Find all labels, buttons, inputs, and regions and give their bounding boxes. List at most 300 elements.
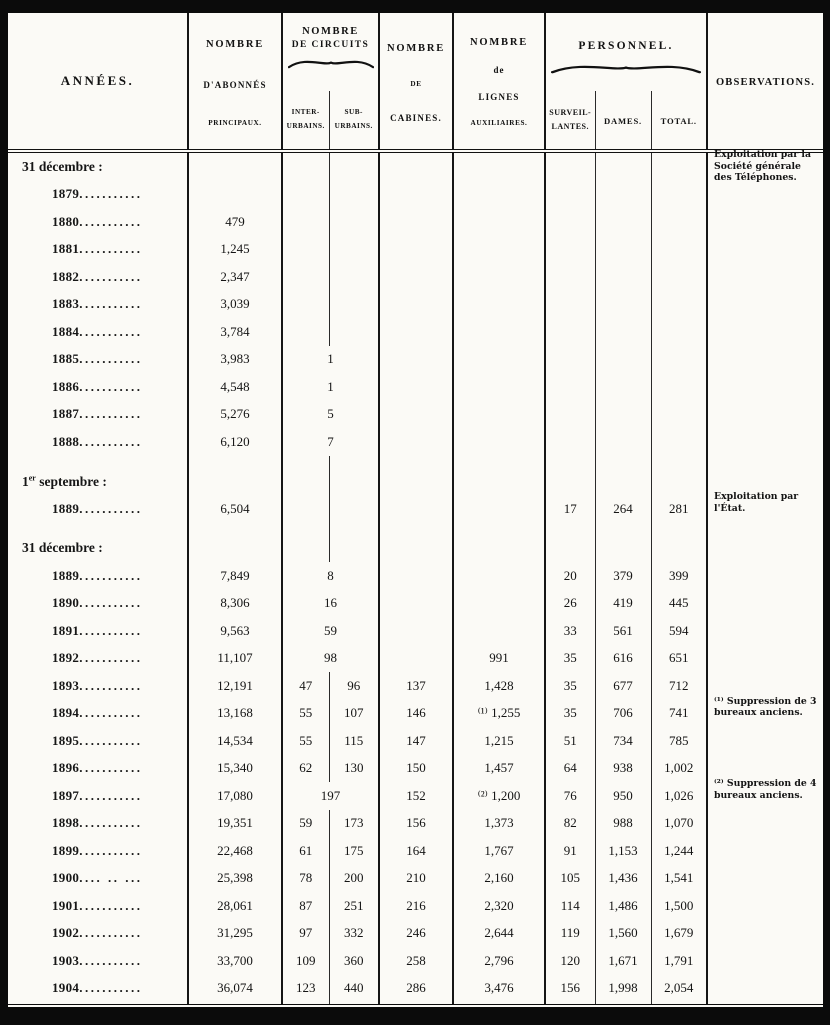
leader-dots: ........... — [79, 760, 143, 776]
observations-cell — [707, 562, 823, 590]
dames-cell: 734 — [595, 727, 651, 755]
cabines-cell: 210 — [379, 865, 453, 893]
table-row-1893-20 — [8, 672, 823, 700]
lignes-auxiliaires-cell: 991 — [453, 645, 545, 673]
total-cell — [651, 208, 707, 236]
abonnes-cell — [188, 151, 282, 181]
circuits-interurbains-cell: 47 — [282, 672, 329, 700]
surveillantes-cell: 20 — [545, 562, 595, 590]
annees-cell — [8, 236, 188, 264]
leader-dots: ........... — [79, 323, 143, 339]
surveillantes-cell — [545, 291, 595, 319]
observations-cell — [707, 236, 823, 264]
circuits-interurbains-cell: 61 — [282, 837, 329, 865]
leader-dots: ........... — [79, 980, 143, 996]
abonnes-cell: 3,983 — [188, 346, 282, 374]
annees-cell — [8, 590, 188, 618]
circuits-interurbains-cell: 97 — [282, 920, 329, 948]
surveillantes-cell — [545, 346, 595, 374]
annees-cell — [8, 208, 188, 236]
circuits-suburbains-cell: 440 — [329, 975, 379, 1003]
year-label: 1891........... — [52, 622, 143, 638]
col-header-total: TOTAL. — [651, 91, 707, 151]
circuits-suburbains-cell: 251 — [329, 892, 379, 920]
total-cell — [651, 346, 707, 374]
total-cell: 1,679 — [651, 920, 707, 948]
year-label: 1892........... — [52, 650, 143, 666]
spacer-row — [8, 456, 823, 468]
dames-cell: 1,560 — [595, 920, 651, 948]
table-row-1885-7 — [8, 346, 823, 374]
lignes-auxiliaires-cell — [453, 318, 545, 346]
table-row-1903-30 — [8, 947, 823, 975]
section-label: 1er septembre : — [22, 473, 107, 489]
leader-dots: ........... — [79, 186, 143, 202]
circuits-suburbains-cell — [329, 1002, 379, 1004]
cabines-cell: 152 — [379, 782, 453, 810]
circuits-suburbains-cell — [329, 535, 379, 563]
lignes-auxiliaires-cell — [453, 468, 545, 496]
dames-cell — [595, 428, 651, 456]
observations-cell — [707, 695, 823, 728]
circuits-interurbains-cell — [282, 535, 329, 563]
year-label: 1888........... — [52, 433, 143, 449]
surveillantes-cell — [545, 456, 595, 468]
observations-cell — [707, 535, 823, 563]
observations-cell — [707, 617, 823, 645]
surveillantes-cell: 51 — [545, 727, 595, 755]
annees-cell — [8, 755, 188, 783]
dames-cell: 988 — [595, 810, 651, 838]
observations-cell — [707, 590, 823, 618]
cabines-cell — [379, 535, 453, 563]
table-row-1896-23 — [8, 755, 823, 783]
dames-cell: 1,486 — [595, 892, 651, 920]
observations-cell — [707, 149, 823, 184]
circuits-interurbains-cell — [282, 1002, 329, 1004]
annees-cell — [8, 468, 188, 496]
dames-cell: 264 — [595, 495, 651, 523]
surveillantes-cell: 35 — [545, 672, 595, 700]
annees-cell — [8, 495, 188, 523]
personnel-brace-icon — [551, 63, 701, 74]
observations-cell — [707, 865, 823, 893]
observations-cell — [707, 346, 823, 374]
dames-cell — [595, 523, 651, 535]
abonnes-cell: 5,276 — [188, 401, 282, 429]
cabines-cell — [379, 456, 453, 468]
table-row-1899-26 — [8, 837, 823, 865]
total-cell — [651, 181, 707, 209]
col-header-circuits-group: NOMBRE DE CIRCUITS — [282, 13, 379, 91]
circuits-suburbains-cell: 96 — [329, 672, 379, 700]
total-cell: 651 — [651, 645, 707, 673]
lignes-auxiliaires-cell: ⁽²⁾ 1,200 — [453, 782, 545, 810]
total-cell: 1,500 — [651, 892, 707, 920]
abonnes-cell — [188, 523, 282, 535]
circuits-interurbains-cell — [282, 151, 329, 181]
leader-dots: ........... — [79, 925, 143, 941]
cabines-cell: 147 — [379, 727, 453, 755]
surveillantes-cell: 33 — [545, 617, 595, 645]
observations-cell — [707, 456, 823, 468]
total-cell: 1,541 — [651, 865, 707, 893]
lignes-auxiliaires-cell — [453, 590, 545, 618]
year-label: 1890........... — [52, 595, 143, 611]
circuits-interurbains-cell — [282, 263, 329, 291]
year-label: 1904........... — [52, 980, 143, 996]
total-cell: 712 — [651, 672, 707, 700]
annees-cell — [8, 837, 188, 865]
surveillantes-cell: 64 — [545, 755, 595, 783]
lignes-auxiliaires-cell — [453, 523, 545, 535]
lignes-auxiliaires-cell: 3,476 — [453, 975, 545, 1003]
circuits-interurbains-cell — [282, 208, 329, 236]
surveillantes-cell: 114 — [545, 892, 595, 920]
dames-cell: 379 — [595, 562, 651, 590]
cabines-cell — [379, 645, 453, 673]
year-label: 1899........... — [52, 842, 143, 858]
dames-cell: 950 — [595, 782, 651, 810]
observations-cell — [707, 975, 823, 1003]
observations-cell — [707, 318, 823, 346]
annees-cell — [8, 947, 188, 975]
lignes-auxiliaires-cell: 1,767 — [453, 837, 545, 865]
circuits-suburbains-cell: 173 — [329, 810, 379, 838]
table-row-1902-29 — [8, 920, 823, 948]
circuits-suburbains-cell — [329, 318, 379, 346]
surveillantes-cell: 82 — [545, 810, 595, 838]
circuits-suburbains-cell: 360 — [329, 947, 379, 975]
cabines-cell: 258 — [379, 947, 453, 975]
cabines-cell — [379, 236, 453, 264]
abonnes-cell: 25,398 — [188, 865, 282, 893]
cabines-cell — [379, 181, 453, 209]
circuits-span-cell: 8 — [282, 562, 379, 590]
annees-label: ANNÉES. — [60, 73, 135, 88]
table-row-1883-5 — [8, 291, 823, 319]
annees-cell — [8, 782, 188, 810]
col-header-surveillantes: SURVEIL- LANTES. — [545, 91, 595, 151]
annees-cell — [8, 151, 188, 181]
lignes-auxiliaires-cell — [453, 562, 545, 590]
dames-cell: 1,153 — [595, 837, 651, 865]
abonnes-cell: 15,340 — [188, 755, 282, 783]
table-row-1895-22 — [8, 727, 823, 755]
leader-dots: ........... — [79, 241, 143, 257]
total-cell — [651, 151, 707, 181]
surveillantes-cell: 91 — [545, 837, 595, 865]
circuits-interurbains-cell: 87 — [282, 892, 329, 920]
leader-dots: ........... — [79, 296, 143, 312]
abonnes-cell: 479 — [188, 208, 282, 236]
dames-cell — [595, 208, 651, 236]
annees-cell — [8, 401, 188, 429]
year-label: 1884........... — [52, 323, 143, 339]
table-row-1889-16 — [8, 562, 823, 590]
circuits-interurbains-cell — [282, 468, 329, 496]
dames-cell — [595, 151, 651, 181]
year-label: 1903........... — [52, 952, 143, 968]
circuits-suburbains-cell — [329, 263, 379, 291]
lignes-auxiliaires-cell — [453, 617, 545, 645]
surveillantes-cell: 35 — [545, 700, 595, 728]
circuits-suburbains-cell — [329, 236, 379, 264]
dames-cell: 1,436 — [595, 865, 651, 893]
circuits-interurbains-cell — [282, 291, 329, 319]
observations-cell — [707, 208, 823, 236]
leader-dots: ........... — [79, 897, 143, 913]
year-label: 1881........... — [52, 241, 143, 257]
cabines-cell: 150 — [379, 755, 453, 783]
observations-cell — [707, 291, 823, 319]
year-label: 1894........... — [52, 705, 143, 721]
total-cell: 1,026 — [651, 782, 707, 810]
year-label: 1898........... — [52, 815, 143, 831]
lignes-auxiliaires-cell — [453, 401, 545, 429]
total-cell — [651, 456, 707, 468]
abonnes-cell: 3,784 — [188, 318, 282, 346]
observations-cell — [707, 1002, 823, 1004]
abonnes-cell — [188, 535, 282, 563]
annees-cell — [8, 1002, 188, 1004]
annees-cell — [8, 346, 188, 374]
dames-cell — [595, 456, 651, 468]
cabines-cell — [379, 523, 453, 535]
leader-dots: ........... — [79, 351, 143, 367]
lignes-auxiliaires-cell — [453, 208, 545, 236]
lignes-auxiliaires-cell — [453, 346, 545, 374]
abonnes-cell: 6,120 — [188, 428, 282, 456]
abonnes-cell: 33,700 — [188, 947, 282, 975]
annees-cell — [8, 318, 188, 346]
leader-dots: ........... — [79, 595, 143, 611]
circuits-interurbains-cell — [282, 318, 329, 346]
cabines-cell — [379, 468, 453, 496]
table-row-1891-18 — [8, 617, 823, 645]
observation-note: ⁽²⁾ Suppression de 4 bureaux anciens. — [714, 778, 817, 801]
abonnes-cell: 22,468 — [188, 837, 282, 865]
annees-cell — [8, 672, 188, 700]
fill-row — [8, 1002, 823, 1004]
table-row-1880-2 — [8, 208, 823, 236]
lignes-auxiliaires-cell — [453, 535, 545, 563]
annees-cell — [8, 617, 188, 645]
observations-cell — [707, 401, 823, 429]
dames-cell — [595, 373, 651, 401]
total-cell — [651, 373, 707, 401]
cabines-cell — [379, 373, 453, 401]
total-cell — [651, 428, 707, 456]
observations-cell — [707, 491, 823, 523]
circuits-suburbains-cell: 107 — [329, 700, 379, 728]
annees-cell — [8, 865, 188, 893]
abonnes-cell — [188, 468, 282, 496]
dames-cell — [595, 346, 651, 374]
abonnes-cell: 11,107 — [188, 645, 282, 673]
abonnes-cell: 7,849 — [188, 562, 282, 590]
cabines-cell — [379, 401, 453, 429]
abonnes-cell: 28,061 — [188, 892, 282, 920]
circuits-interurbains-cell — [282, 495, 329, 523]
circuits-suburbains-cell — [329, 151, 379, 181]
annees-cell — [8, 810, 188, 838]
total-cell — [651, 263, 707, 291]
lignes-auxiliaires-cell — [453, 263, 545, 291]
annees-cell — [8, 373, 188, 401]
table-row-1884-6 — [8, 318, 823, 346]
year-label: 1882........... — [52, 268, 143, 284]
dames-cell: 677 — [595, 672, 651, 700]
year-label: 1887........... — [52, 406, 143, 422]
lignes-auxiliaires-cell: 1,215 — [453, 727, 545, 755]
dames-cell: 419 — [595, 590, 651, 618]
surveillantes-cell — [545, 523, 595, 535]
leader-dots: ........... — [79, 705, 143, 721]
dames-cell: 1,998 — [595, 975, 651, 1003]
surveillantes-cell — [545, 1002, 595, 1004]
cabines-cell: 286 — [379, 975, 453, 1003]
circuits-interurbains-cell — [282, 236, 329, 264]
total-cell: 399 — [651, 562, 707, 590]
surveillantes-cell — [545, 181, 595, 209]
dames-cell — [595, 535, 651, 563]
leader-dots: ........... — [79, 787, 143, 803]
abonnes-cell — [188, 1002, 282, 1004]
observations-cell — [707, 523, 823, 535]
circuits-interurbains-cell: 62 — [282, 755, 329, 783]
observation-note: Exploitation par la Société générale des Téléphones. — [714, 149, 811, 184]
leader-dots: ........... — [79, 622, 143, 638]
leader-dots: ........... — [79, 815, 143, 831]
cabines-cell: 246 — [379, 920, 453, 948]
cabines-cell — [379, 495, 453, 523]
abonnes-cell: 36,074 — [188, 975, 282, 1003]
total-cell — [651, 523, 707, 535]
cabines-cell — [379, 151, 453, 181]
year-label: 1896........... — [52, 760, 143, 776]
total-cell — [651, 468, 707, 496]
surveillantes-cell — [545, 401, 595, 429]
dames-cell: 561 — [595, 617, 651, 645]
observations-cell — [707, 181, 823, 209]
col-header-observations: OBSERVATIONS. — [707, 13, 823, 151]
circuits-interurbains-cell: 78 — [282, 865, 329, 893]
year-label: 1897........... — [52, 787, 143, 803]
lignes-auxiliaires-cell — [453, 373, 545, 401]
leader-dots: ........... — [79, 268, 143, 284]
circuits-span-cell: 7 — [282, 428, 379, 456]
table-row-1887-9 — [8, 401, 823, 429]
section-row — [8, 535, 823, 563]
total-cell: 1,070 — [651, 810, 707, 838]
observations-cell — [707, 947, 823, 975]
table-row-1882-4 — [8, 263, 823, 291]
abonnes-cell: 19,351 — [188, 810, 282, 838]
abonnes-cell: 3,039 — [188, 291, 282, 319]
year-label: 1880........... — [52, 213, 143, 229]
observations-cell — [707, 810, 823, 838]
year-label: 1900.... .. ... — [52, 870, 143, 886]
dames-cell — [595, 318, 651, 346]
col-header-lignes: NOMBRE de LIGNES AUXILIAIRES. — [453, 13, 545, 151]
annees-cell — [8, 523, 188, 535]
dames-cell — [595, 181, 651, 209]
annees-cell — [8, 700, 188, 728]
col-header-abonnes: NOMBRE D'ABONNÉS PRINCIPAUX. — [188, 13, 282, 151]
surveillantes-cell — [545, 535, 595, 563]
total-cell: 445 — [651, 590, 707, 618]
circuits-suburbains-cell — [329, 208, 379, 236]
leader-dots: ........... — [79, 650, 143, 666]
abonnes-cell: 9,563 — [188, 617, 282, 645]
table-row-1881-3 — [8, 236, 823, 264]
total-cell: 1,244 — [651, 837, 707, 865]
surveillantes-cell — [545, 428, 595, 456]
surveillantes-cell: 26 — [545, 590, 595, 618]
circuits-suburbains-cell: 332 — [329, 920, 379, 948]
lignes-auxiliaires-cell: 2,320 — [453, 892, 545, 920]
lignes-auxiliaires-cell: 1,457 — [453, 755, 545, 783]
cabines-cell: 216 — [379, 892, 453, 920]
table-row-1879-1 — [8, 181, 823, 209]
abonnes-cell: 12,191 — [188, 672, 282, 700]
col-header-dames: DAMES. — [595, 91, 651, 151]
cabines-cell — [379, 562, 453, 590]
total-cell: 281 — [651, 495, 707, 523]
abonnes-cell — [188, 456, 282, 468]
lignes-auxiliaires-cell — [453, 495, 545, 523]
total-cell: 785 — [651, 727, 707, 755]
leader-dots: ........... — [79, 952, 143, 968]
surveillantes-cell: 17 — [545, 495, 595, 523]
cabines-cell — [379, 1002, 453, 1004]
observations-cell — [707, 373, 823, 401]
lignes-auxiliaires-cell — [453, 456, 545, 468]
abonnes-cell: 1,245 — [188, 236, 282, 264]
table-sheet — [8, 13, 823, 1008]
circuits-suburbains-cell — [329, 495, 379, 523]
year-label: 1889........... — [52, 500, 143, 516]
abonnes-cell — [188, 181, 282, 209]
dames-cell — [595, 468, 651, 496]
circuits-suburbains-cell — [329, 523, 379, 535]
cabines-cell — [379, 346, 453, 374]
circuits-span-cell: 1 — [282, 373, 379, 401]
surveillantes-cell: 35 — [545, 645, 595, 673]
year-label: 1883........... — [52, 296, 143, 312]
observations-cell — [707, 920, 823, 948]
dames-cell: 706 — [595, 700, 651, 728]
cabines-cell: 137 — [379, 672, 453, 700]
dames-cell — [595, 263, 651, 291]
lignes-auxiliaires-cell: 2,644 — [453, 920, 545, 948]
abonnes-cell: 14,534 — [188, 727, 282, 755]
annees-cell — [8, 263, 188, 291]
circuits-span-cell: 98 — [282, 645, 379, 673]
abonnes-cell: 2,347 — [188, 263, 282, 291]
lignes-auxiliaires-cell: ⁽¹⁾ 1,255 — [453, 700, 545, 728]
year-label: 1886........... — [52, 378, 143, 394]
circuits-span-cell: 197 — [282, 782, 379, 810]
lignes-auxiliaires-cell — [453, 151, 545, 181]
total-cell: 594 — [651, 617, 707, 645]
table-row-1897-24 — [8, 782, 823, 810]
cabines-cell: 146 — [379, 700, 453, 728]
lignes-auxiliaires-cell: 2,160 — [453, 865, 545, 893]
circuits-suburbains-cell: 175 — [329, 837, 379, 865]
leader-dots: ........... — [79, 842, 143, 858]
